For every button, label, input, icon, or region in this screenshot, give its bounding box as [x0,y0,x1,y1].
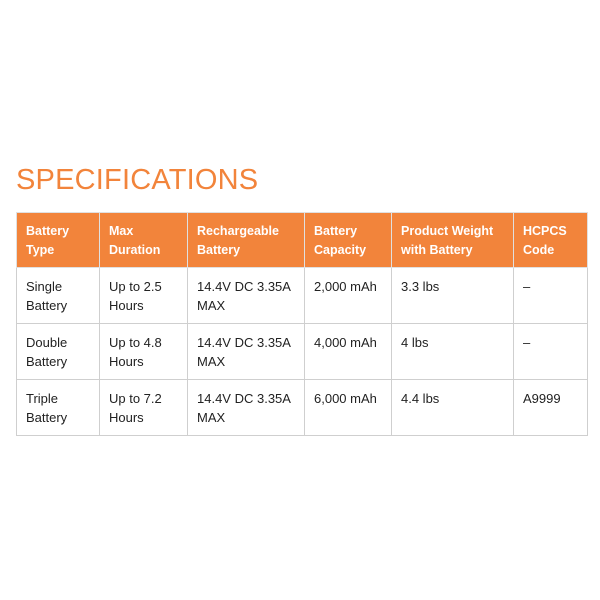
header-max-duration: Max Duration [100,213,188,268]
table-row [17,380,588,436]
header-product-weight: Product Weight with Battery [392,213,514,268]
cell-battery-capacity: 4,000 mAh [305,324,392,380]
table-header-row [17,213,588,268]
cell-rechargeable-battery: 14.4V DC 3.35A MAX [188,380,305,436]
cell-product-weight: 4.4 lbs [392,380,514,436]
cell-max-duration: Up to 7.2 Hours [100,380,188,436]
cell-battery-type: Double Battery [17,324,100,380]
header-battery-capacity: Battery Capacity [305,213,392,268]
cell-max-duration: Up to 4.8 Hours [100,324,188,380]
cell-max-duration: Up to 2.5 Hours [100,268,188,324]
specifications-table [16,212,588,436]
header-hcpcs-code: HCPCS Code [514,213,588,268]
cell-rechargeable-battery: 14.4V DC 3.35A MAX [188,324,305,380]
cell-battery-type: Triple Battery [17,380,100,436]
cell-hcpcs-code: A9999 [514,380,588,436]
cell-battery-type: Single Battery [17,268,100,324]
cell-battery-capacity: 6,000 mAh [305,380,392,436]
header-battery-type: Battery Type [17,213,100,268]
cell-hcpcs-code: – [514,268,588,324]
page-title: SPECIFICATIONS [16,164,259,196]
cell-product-weight: 3.3 lbs [392,268,514,324]
table-row [17,268,588,324]
cell-rechargeable-battery: 14.4V DC 3.35A MAX [188,268,305,324]
cell-battery-capacity: 2,000 mAh [305,268,392,324]
cell-product-weight: 4 lbs [392,324,514,380]
cell-hcpcs-code: – [514,324,588,380]
table-row [17,324,588,380]
header-rechargeable-battery: Rechargeable Battery [188,213,305,268]
